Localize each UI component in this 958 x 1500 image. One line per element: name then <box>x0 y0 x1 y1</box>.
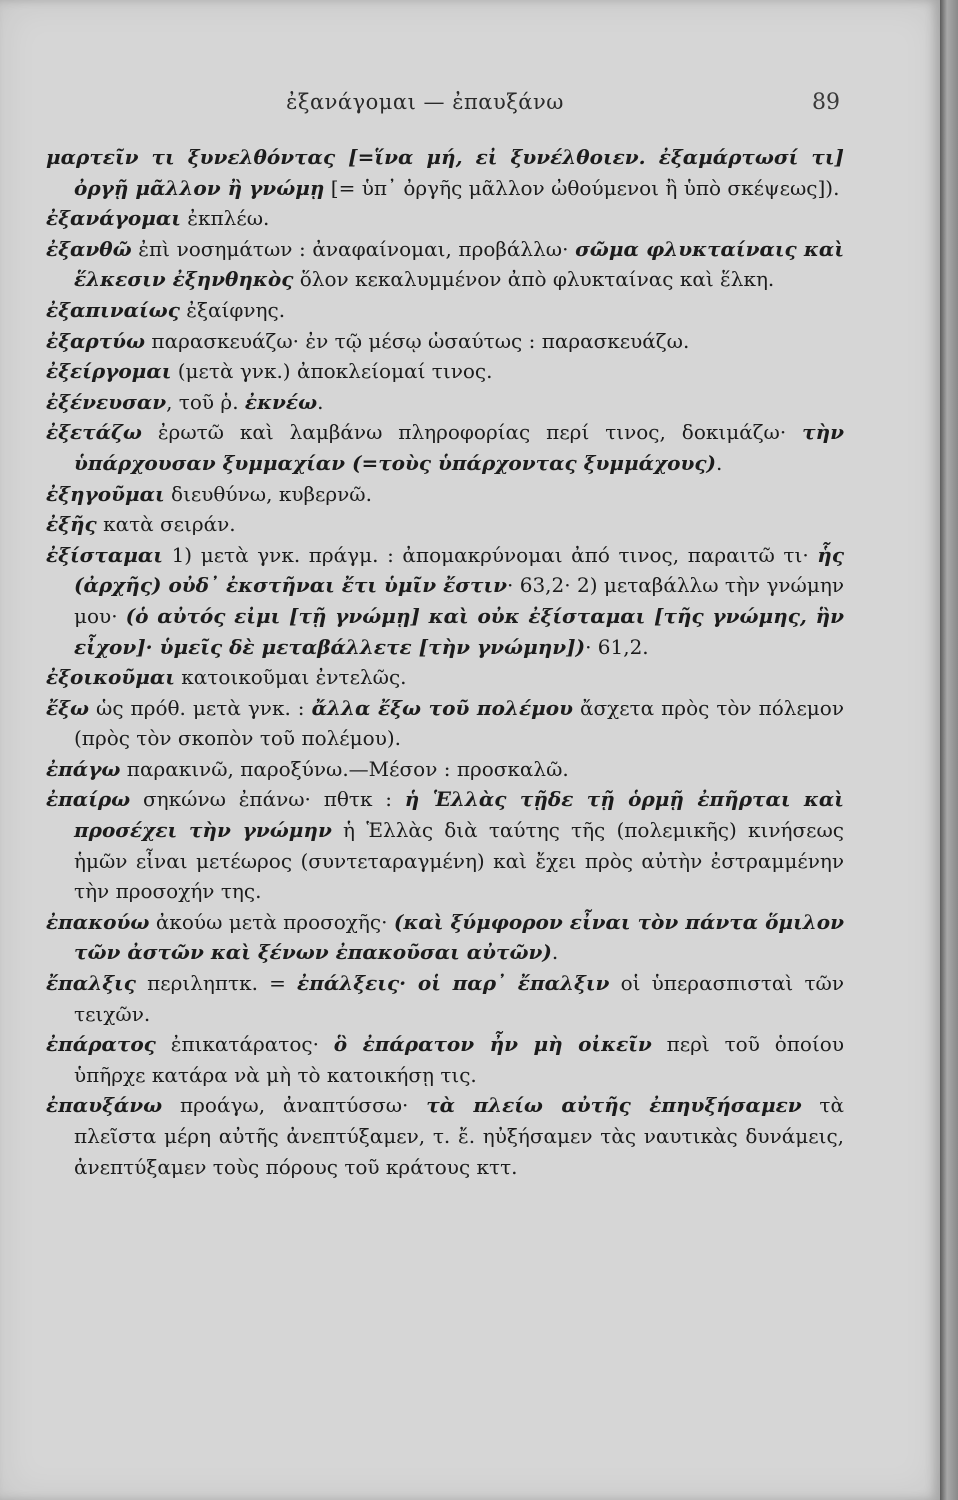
page-number: 89 <box>812 90 840 115</box>
dictionary-entry: ἐπακούω ἀκούω μετὰ προσοχῆς· (καὶ ξύμφορον εἶναι τὸν πάντα ὅμιλον τῶν ἀστῶν καὶ ξένων ἐπακοῦσαι αὐτῶν). <box>46 909 844 965</box>
dictionary-entry: ἐξηγοῦμαι διευθύνω, κυβερνῶ. <box>46 481 372 506</box>
dictionary-entry: ἐξίσταμαι 1) μετὰ γνκ. πράγμ. : ἀπομακρύνομαι ἀπό τινος, παραιτῶ τι· ἧς (ἀρχῆς) οὐδ᾽ ἐκστῆναι ἔτι ὑμῖν ἔστιν· 63,2· 2) μεταβάλλω τὴν γνώμην μου· (ὁ αὐτός εἰμι [τῇ γνώμῃ] καὶ οὐκ ἐξίσταμαι [τῆς γνώμης, ἣν εἶχον]· ὑμεῖς δὲ μεταβάλλετε [τὴν γνώμην])· 61,2. <box>46 542 844 659</box>
dictionary-entry: ἐξανθῶ ἐπὶ νοσημάτων : ἀναφαίνομαι, προβάλλω· σῶμα φλυκταίναις καὶ ἕλκεσιν ἐξηνθηκὸς ὅλον κεκαλυμμένον ἀπὸ φλυκταίνας καὶ ἕλκη. <box>46 236 844 292</box>
dictionary-entry: ἐπαυξάνω προάγω, ἀναπτύσσω· τὰ πλείω αὐτῆς ἐπηυξήσαμεν τὰ πλεῖστα μέρη αὐτῆς ἀνεπτύξαμεν, τ. ἔ. ηὐξήσαμεν τὰς ναυτικὰς δυνάμεις, ἀνεπτύξαμεν τοὺς πόρους τοῦ κράτους κττ. <box>46 1093 844 1179</box>
running-title: ἐξανάγομαι — ἐπαυξάνω <box>286 90 564 114</box>
dictionary-entry: ἐξετάζω ἐρωτῶ καὶ λαμβάνω πληροφορίας περί τινος, δοκιμάζω· τὴν ὑπάρχουσαν ξυμμαχίαν (=τοὺς ὑπάρχοντας ξυμμάχους). <box>46 420 844 475</box>
dictionary-entry: ἔπαλξις περιληπτκ. = ἐπάλξεις· οἱ παρ᾽ ἔπαλξιν οἱ ὑπερασπισταὶ τῶν τειχῶν. <box>46 971 844 1026</box>
dictionary-entry: ἐξαρτύω παρασκευάζω· ἐν τῷ μέσῳ ὡσαύτως : παρασκευάζω. <box>46 328 690 353</box>
dictionary-entry: ἐπάγω παρακινῶ, παροξύνω.—Μέσον : προσκαλῶ. <box>46 756 569 781</box>
dictionary-entry: ἐπαίρω σηκώνω ἐπάνω· πθτκ : ἡ Ἑλλὰς τῇδε τῇ ὁρμῇ ἐπῆρται καὶ προσέχει τὴν γνώμην ἡ Ἑλλὰς διὰ ταύτης τῆς (πολεμικῆς) κινήσεως ἡμῶν εἶναι μετέωρος (συντεταραγμένη) καὶ ἔχει πρὸς αὐτὴν ἐστραμμένην τὴν προσοχήν της. <box>46 787 845 904</box>
dictionary-entry: μαρτεῖν τι ξυνελθόντας [=ἵνα μή, εἰ ξυνέλθοιεν. ἐξαμάρτωσί τι] ὀργῇ μᾶλλον ἢ γνώμῃ [= ὑπ᾽ ὀργῆς μᾶλλον ὠθούμενοι ἢ ὑπὸ σκέψεως]). <box>46 145 844 200</box>
dictionary-entry: ἔξω ὡς πρόθ. μετὰ γνκ. : ἄλλα ἔξω τοῦ πολέμου ἄσχετα πρὸς τὸν πόλεμον (πρὸς τὸν σκοπὸν τοῦ πολέμου). <box>46 695 845 751</box>
page-header <box>0 90 940 120</box>
dictionary-entry: ἐξῆς κατὰ σειράν. <box>46 512 236 537</box>
dictionary-entry: ἐπάρατος ἐπικατάρατος· ὃ ἐπάρατον ἦν μὴ οἰκεῖν περὶ τοῦ ὁποίου ὑπῆρχε κατάρα νὰ μὴ τὸ κατοικήσῃ τις. <box>46 1032 844 1087</box>
dictionary-entry: ἐξείργομαι (μετὰ γνκ.) ἀποκλείομαί τινος. <box>46 359 493 384</box>
page-edge <box>940 0 958 1500</box>
dictionary-entry: ἐξένευσαν, τοῦ ῥ. ἐκνέω. <box>46 389 324 414</box>
dictionary-entry: ἐξοικοῦμαι κατοικοῦμαι ἐντελῶς. <box>46 665 407 690</box>
dictionary-entry: ἐξανάγομαι ἐκπλέω. <box>46 206 270 231</box>
dictionary-entries <box>46 142 844 1182</box>
dictionary-entry: ἐξαπιναίως ἐξαίφνης. <box>46 297 286 322</box>
